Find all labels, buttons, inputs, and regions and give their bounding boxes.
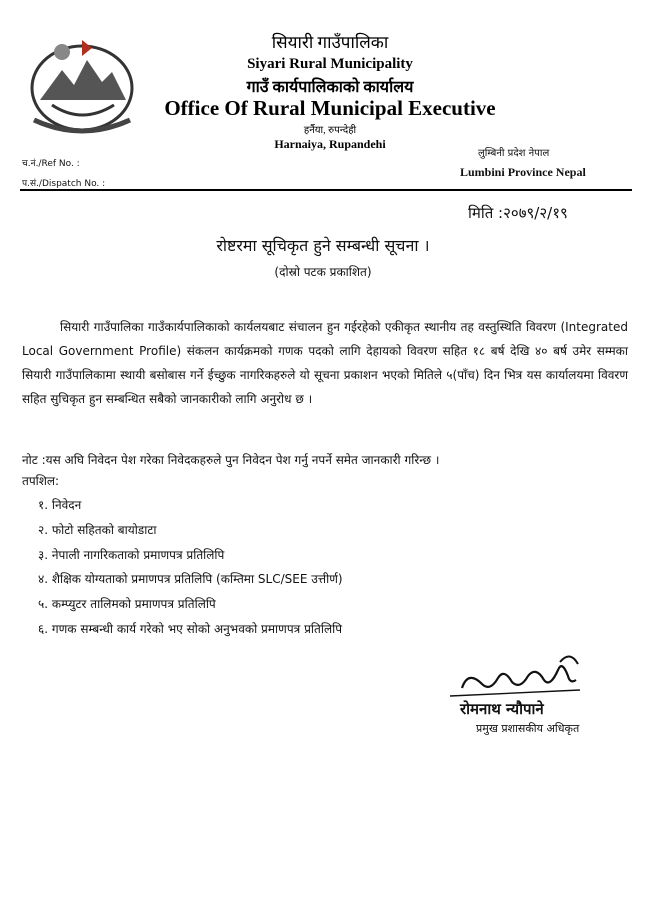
province-nepali: लुम्बिनी प्रदेश नेपाल: [478, 148, 550, 159]
province-english: Lumbini Province Nepal: [460, 165, 586, 179]
org-name-nepali: सियारी गाउँपालिका: [271, 33, 389, 52]
dispatch-number-label: प.सं./Dispatch No. :: [22, 179, 106, 189]
office-name-nepali: गाउँ कार्यपालिकाको कार्यालय: [246, 79, 414, 96]
office-name-english: Office Of Rural Municipal Executive: [164, 96, 496, 120]
address-english: Harnaiya, Rupandehi: [274, 137, 386, 151]
list-item: ३. नेपाली नागरिकताको प्रमाणपत्र प्रतिलिपि: [38, 547, 225, 562]
org-name-english: Siyari Rural Municipality: [247, 56, 413, 72]
attachments-label: तपशिल:: [22, 474, 60, 488]
attachments-list: [38, 493, 343, 642]
notice-body: सियारी गाउँपालिका गाउँकार्यपालिकाको कार्यलयबाट संचालन हुन गईरहेको एकीकृत स्थानीय तह वस्तुस्थिति विवरण (Integrated Local Government Profile) संकलन कार्यक्रमको गणक पदको लागि देहायको विवरण सहित १८ बर्ष देखि ४० बर्ष उमेर सम्मका सियारी गाउँपालिकामा स्थायी बसोबास गर्ने ईच्छुक नागरिकहरुले यो सूचना प्रकाशन भएको मितिले ५(पाँच) दिन भित्र यस कार्यालयमा विवरण सहित सुचिकृत हुन सम्बन्धित सबैको जानकारीको लागि अनुरोध छ ।: [22, 320, 628, 406]
notice-subtitle: (दोस्रो पटक प्रकाशित): [274, 265, 372, 279]
list-item: १. निवेदन: [38, 498, 82, 512]
notice-note: नोट :यस अघि निवेदन पेश गरेका निवेदकहरुले पुन निवेदन पेश गर्नु नपर्ने समेत जानकारी गरिन्छ ।: [22, 453, 440, 467]
signature-stamp: [430, 640, 630, 740]
list-item: ६. गणक सम्बन्धी कार्य गरेको भए सोको अनुभवको प्रमाणपत्र प्रतिलिपि: [38, 621, 343, 636]
list-item: ४. शैक्षिक योग्यताको प्रमाणपत्र प्रतिलिपि (कम्तिमा SLC/SEE उत्तीर्ण): [38, 572, 343, 587]
header-divider: [20, 189, 632, 191]
ref-number-label: च.नं./Ref No. :: [22, 159, 80, 169]
address-nepali: हर्नैया, रुपन्देही: [303, 125, 357, 136]
signatory-name: रोमनाथ न्यौपाने: [460, 700, 544, 718]
notice-date: मिति :२०७९/२/१९: [468, 204, 568, 222]
list-item: ५. कम्प्युटर तालिमको प्रमाणपत्र प्रतिलिपि: [38, 597, 216, 612]
list-item: २. फोटो सहितको बायोडाटा: [38, 522, 157, 537]
signatory-designation: प्रमुख प्रशासकीय अधिकृत: [476, 722, 580, 735]
notice-title: रोष्टरमा सूचिकृत हुने सम्बन्धी सूचना ।: [216, 236, 430, 255]
nepal-emblem-logo: [22, 30, 142, 140]
